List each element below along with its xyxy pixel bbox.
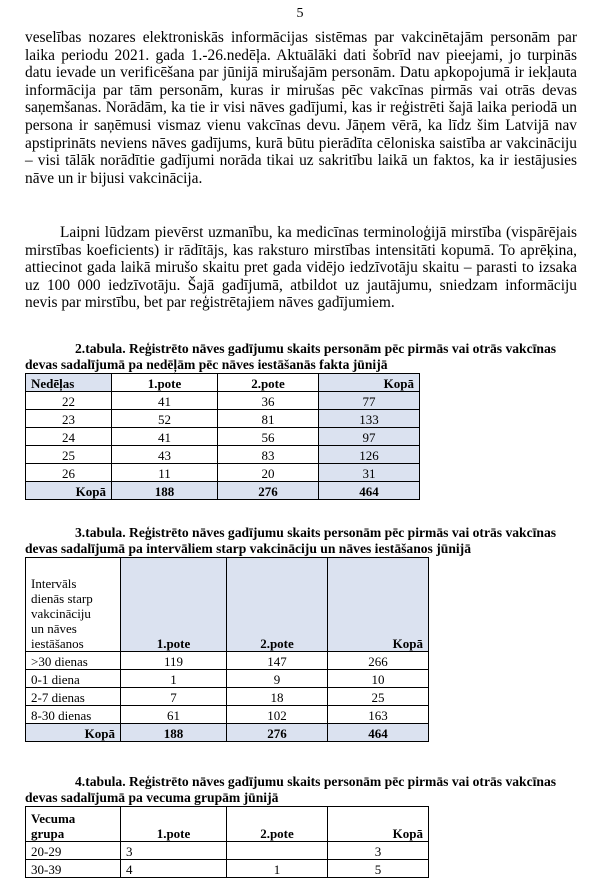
table2-caption-line2: devas sadalījumā pa nedēļām pēc nāves iestāšanās fakta jūnijā bbox=[25, 357, 388, 372]
paragraph-2: Laipni lūdzam pievērst uzmanību, ka medicīnas terminoloģijā mirstība (vispārējais mirstības koeficients) ir rādītājs, kas raksturo mirstības intensitāti kopumā. To aprēķina, attiecinot gada laikā mirušo skaitu pret gada vidējo iedzīvotāju skaitu – parasti to izsaka uz 100 000 iedzīvotāju. Šajā gadījumā, atbildot uz jautājumu, sniedzam informāciju nevis par mirstību, bet par reģistrētajiem nāves gadījumiem. bbox=[25, 224, 577, 312]
table4-header-cell: 1.pote bbox=[121, 807, 227, 842]
table4-cell: 3 bbox=[328, 842, 429, 860]
table2 bbox=[25, 373, 420, 500]
table2-header-cell: Nedēļas bbox=[26, 374, 112, 392]
table2-cell: 56 bbox=[218, 428, 319, 446]
table3-header-cell: Kopā bbox=[328, 558, 429, 652]
table2-cell: 126 bbox=[319, 446, 420, 464]
table3-cell: 25 bbox=[328, 688, 429, 706]
table-row bbox=[26, 410, 420, 428]
table2-cell: 97 bbox=[319, 428, 420, 446]
table4-header-row bbox=[26, 807, 429, 842]
table4-cell bbox=[227, 842, 328, 860]
table2-cell: 188 bbox=[112, 482, 218, 500]
table3-header-cell bbox=[26, 558, 121, 652]
table4-cell: 5 bbox=[328, 860, 429, 878]
table4-header-cell bbox=[26, 807, 121, 842]
table3-cell: 276 bbox=[227, 724, 328, 742]
table2-cell: 52 bbox=[112, 410, 218, 428]
table2-total-row bbox=[26, 482, 420, 500]
table3-cell: 0-1 diena bbox=[26, 670, 121, 688]
table3-cell: 464 bbox=[328, 724, 429, 742]
table4-cell: 30-39 bbox=[26, 860, 121, 878]
table3-cell: 163 bbox=[328, 706, 429, 724]
table-row bbox=[26, 688, 429, 706]
table2-cell: 36 bbox=[218, 392, 319, 410]
table3-header-row bbox=[26, 558, 429, 652]
table3-caption-line1: 3.tabula. Reģistrēto nāves gadījumu skaits personām pēc pirmās vai otrās vakcīnas bbox=[75, 525, 557, 540]
table3-cell: 1 bbox=[121, 670, 227, 688]
table2-header-cell: 2.pote bbox=[218, 374, 319, 392]
table3-cell: 2-7 dienas bbox=[26, 688, 121, 706]
table2-cell: 22 bbox=[26, 392, 112, 410]
table2-cell: 83 bbox=[218, 446, 319, 464]
table2-cell: 133 bbox=[319, 410, 420, 428]
table3-header-cell: 2.pote bbox=[227, 558, 328, 652]
table-row bbox=[26, 842, 429, 860]
table2-cell: 276 bbox=[218, 482, 319, 500]
table-row bbox=[26, 670, 429, 688]
table2-cell: 24 bbox=[26, 428, 112, 446]
table3 bbox=[25, 557, 429, 742]
table2-cell: 77 bbox=[319, 392, 420, 410]
table2-cell: 25 bbox=[26, 446, 112, 464]
table-row bbox=[26, 392, 420, 410]
table4-header-cell: Kopā bbox=[328, 807, 429, 842]
table2-cell: 11 bbox=[112, 464, 218, 482]
paragraph-1: veselības nozares elektroniskās informācijas sistēmas par vakcinētajām personām par laika periodu 2021. gada 1.-26.nedēļa. Aktuālāki dati šobrīd nav pieejami, jo turpinās datu ievade un verificēšana par jūnijā mirušajām personām. Datu apkopojumā ir iekļauta informācija par tām personām, kuras ir mirušas pēc vakcīnas pirmās vai otrās devas saņemšanas. Norādām, ka tie ir visi nāves gadījumi, kas ir reģistrēti šajā laika periodā un persona ir saņēmusi vismaz vienu vakcīnas devu. Jāņem vērā, ka līdz šim Latvijā nav apstiprināts neviens nāves gadījums, kurā būtu pierādīta cēloniska saistība ar vakcināciju – visi tālāk norādītie gadījumi norāda tikai uz sakritību laikā un faktos, ka ir iestājusies nāve un ir bijusi vakcinācija. bbox=[25, 29, 577, 187]
table-row bbox=[26, 706, 429, 724]
table-row bbox=[26, 464, 420, 482]
table3-cell: 10 bbox=[328, 670, 429, 688]
table3-cell: 7 bbox=[121, 688, 227, 706]
table2-header-cell: Kopā bbox=[319, 374, 420, 392]
table4-header-line: Vecuma bbox=[31, 811, 76, 826]
table2-cell: 43 bbox=[112, 446, 218, 464]
table3-cell: 102 bbox=[227, 706, 328, 724]
table4-caption-line1: 4.tabula. Reģistrēto nāves gadījumu skaits personām pēc pirmās vai otrās vakcīnas bbox=[75, 774, 557, 789]
table-row bbox=[26, 652, 429, 670]
table2-cell: 31 bbox=[319, 464, 420, 482]
table3-cell: 8-30 dienas bbox=[26, 706, 121, 724]
table3-header-line: Intervāls bbox=[31, 576, 77, 591]
table4-caption-line2: devas sadalījumā pa vecuma grupām jūnijā bbox=[25, 790, 279, 805]
table3-header-line: dienās starp bbox=[31, 591, 93, 606]
table-row bbox=[26, 428, 420, 446]
table4-cell: 20-29 bbox=[26, 842, 121, 860]
table2-caption-line1: 2.tabula. Reģistrēto nāves gadījumu skaits personām pēc pirmās vai otrās vakcīnas bbox=[75, 341, 557, 356]
page-number: 5 bbox=[296, 6, 304, 21]
table3-caption-line2: devas sadalījumā pa intervāliem starp vakcināciju un nāves iestāšanos jūnijā bbox=[25, 541, 471, 556]
table3-cell: 147 bbox=[227, 652, 328, 670]
table3-header-line: un nāves bbox=[31, 621, 77, 636]
table3-cell: 266 bbox=[328, 652, 429, 670]
table3-cell: 188 bbox=[121, 724, 227, 742]
table4-header-line: grupa bbox=[31, 826, 65, 841]
table2-cell: 20 bbox=[218, 464, 319, 482]
table2-cell: 41 bbox=[112, 428, 218, 446]
table2-caption bbox=[25, 341, 577, 373]
table4-header-cell: 2.pote bbox=[227, 807, 328, 842]
table3-cell: Kopā bbox=[26, 724, 121, 742]
table2-cell: 26 bbox=[26, 464, 112, 482]
table2-cell: Kopā bbox=[26, 482, 112, 500]
table4 bbox=[25, 806, 429, 878]
table3-cell: 61 bbox=[121, 706, 227, 724]
table4-cell: 1 bbox=[227, 860, 328, 878]
table4-caption bbox=[25, 774, 577, 806]
table2-cell: 23 bbox=[26, 410, 112, 428]
table3-cell: >30 dienas bbox=[26, 652, 121, 670]
table3-header-line: vakcināciju bbox=[31, 606, 91, 621]
table2-header-row bbox=[26, 374, 420, 392]
table3-header-line: iestāšanos bbox=[31, 636, 84, 651]
table3-cell: 119 bbox=[121, 652, 227, 670]
table3-total-row bbox=[26, 724, 429, 742]
table4-cell: 3 bbox=[121, 842, 227, 860]
table3-cell: 18 bbox=[227, 688, 328, 706]
table4-cell: 4 bbox=[121, 860, 227, 878]
table3-caption bbox=[25, 525, 577, 557]
table2-cell: 41 bbox=[112, 392, 218, 410]
table-row bbox=[26, 446, 420, 464]
table2-header-cell: 1.pote bbox=[112, 374, 218, 392]
table3-cell: 9 bbox=[227, 670, 328, 688]
table3-header-cell: 1.pote bbox=[121, 558, 227, 652]
table2-cell: 81 bbox=[218, 410, 319, 428]
table-row bbox=[26, 860, 429, 878]
table2-cell: 464 bbox=[319, 482, 420, 500]
